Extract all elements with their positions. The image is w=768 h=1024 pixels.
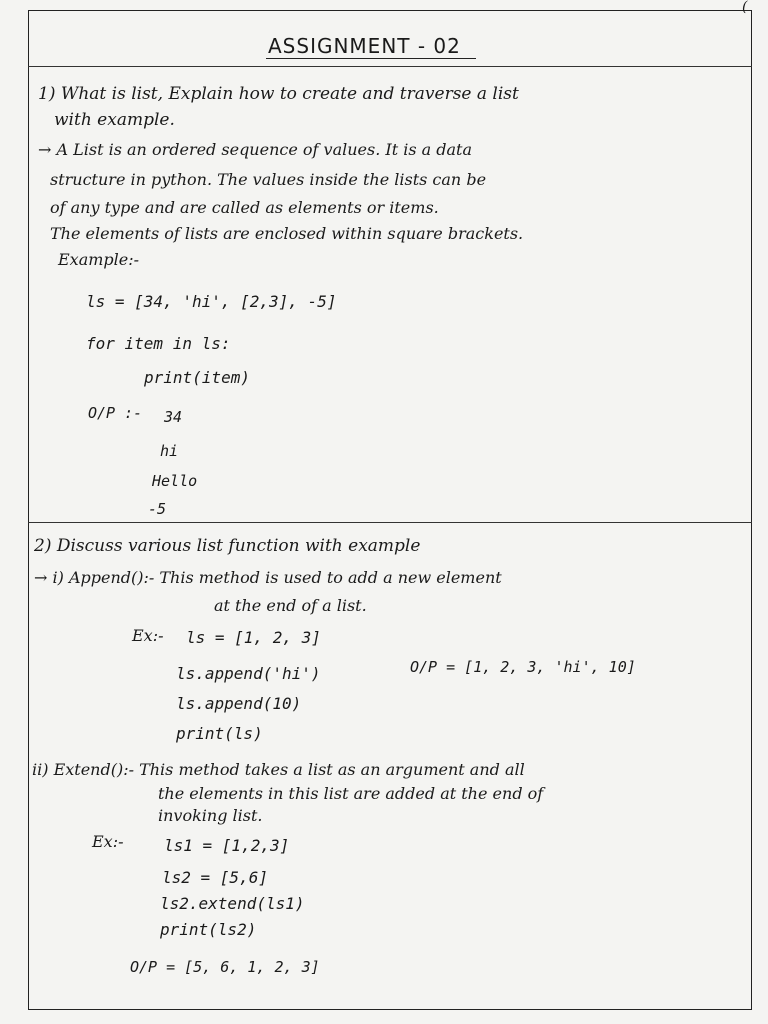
append-code-line: ls.append('hi')	[176, 664, 321, 683]
page-number: (	[742, 0, 748, 15]
append-output: O/P = [1, 2, 3, 'hi', 10]	[410, 658, 636, 676]
append-code-line: print(ls)	[176, 724, 263, 743]
page-border	[28, 10, 752, 1010]
append-description-line-1: → i) Append():- This method is used to add a new element	[34, 568, 502, 587]
extend-code-line: print(ls2)	[160, 920, 257, 939]
q1-output-line: hi	[160, 442, 179, 460]
q2-question: 2) Discuss various list function with example	[34, 536, 421, 556]
q1-answer-line: structure in python. The values inside the lists can be	[50, 170, 487, 189]
append-description-line-2: at the end of a list.	[214, 596, 367, 615]
q1-code-line: print(item)	[144, 368, 250, 387]
extend-output: O/P = [5, 6, 1, 2, 3]	[130, 958, 320, 976]
q1-question-line-1: 1) What is list, Explain how to create and traverse a list	[38, 84, 519, 104]
q1-question-line-2: with example.	[54, 110, 175, 130]
extend-ex-label: Ex:-	[92, 832, 124, 851]
extend-description-line-1: ii) Extend():- This method takes a list as an argument and all	[32, 760, 525, 779]
q1-code-line: for item in ls:	[86, 334, 231, 353]
q1-code-line: ls = [34, 'hi', [2,3], -5]	[86, 292, 337, 311]
title-divider	[28, 66, 752, 67]
extend-code-line: ls1 = [1,2,3]	[164, 836, 290, 855]
append-code-line: ls.append(10)	[176, 694, 302, 713]
q1-output-label: O/P :-	[88, 404, 143, 422]
title-underline	[266, 58, 476, 59]
q1-answer-line: → A List is an ordered sequence of values. It is a data	[38, 140, 473, 159]
q1-output-line: Hello	[152, 472, 198, 490]
page-title: ASSIGNMENT - 02	[268, 34, 461, 58]
q1-output-line: 34	[164, 408, 183, 426]
q1-answer-line: The elements of lists are enclosed within square brackets.	[50, 224, 524, 243]
extend-code-line: ls2 = [5,6]	[162, 868, 268, 887]
extend-code-line: ls2.extend(ls1)	[160, 894, 305, 913]
extend-description-line-3: invoking list.	[158, 806, 263, 825]
extend-description-line-2: the elements in this list are added at the end of	[158, 784, 544, 803]
q1-answer-line: of any type and are called as elements or items.	[50, 198, 439, 217]
section-divider	[28, 522, 752, 523]
q1-example-label: Example:-	[58, 250, 140, 269]
append-code-line: ls = [1, 2, 3]	[186, 628, 321, 647]
append-ex-label: Ex:-	[132, 626, 164, 645]
q1-output-line: -5	[148, 500, 167, 518]
